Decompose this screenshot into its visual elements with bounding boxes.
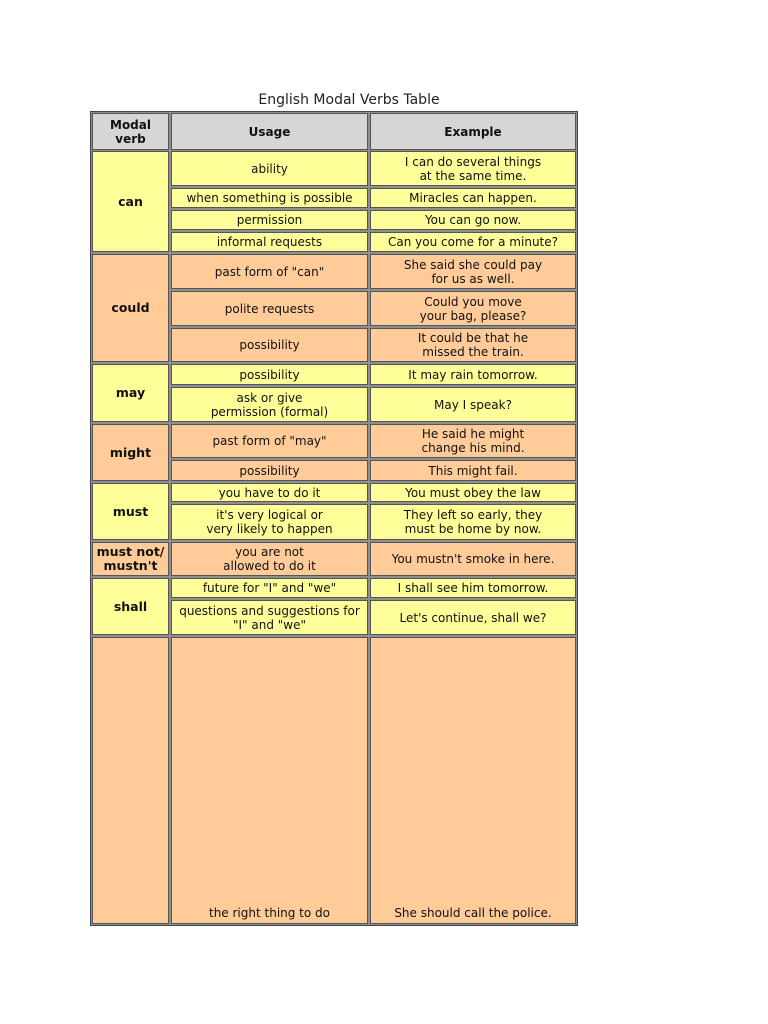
header-usage: Usage (171, 113, 368, 150)
usage-cell: informal requests (171, 232, 368, 252)
usage-cell: questions and suggestions for "I" and "we" (171, 600, 368, 635)
modal-verbs-table (90, 111, 578, 926)
example-cell: You can go now. (370, 210, 576, 230)
example-cell: He said he might change his mind. (370, 424, 576, 458)
example-cell: I can do several things at the same time. (370, 151, 576, 186)
usage-cell: it's very logical or very likely to happen (171, 504, 368, 540)
modal-verb-cell: shall (92, 578, 169, 635)
modal-verb-cell: must not/ mustn't (92, 542, 169, 576)
usage-cell: ask or give permission (formal) (171, 387, 368, 422)
modal-verb-cell: could (92, 254, 169, 362)
header-modal-verb: Modal verb (92, 113, 169, 150)
example-cell: Could you move your bag, please? (370, 291, 576, 326)
example-cell: It may rain tomorrow. (370, 364, 576, 385)
usage-cell: possibility (171, 460, 368, 481)
header-example: Example (370, 113, 576, 150)
usage-cell: you are not allowed to do it (171, 542, 368, 576)
example-cell: She said she could pay for us as well. (370, 254, 576, 289)
usage-cell: possibility (171, 364, 368, 385)
page-title: English Modal Verbs Table (258, 92, 440, 108)
example-cell: They left so early, they must be home by now. (370, 504, 576, 540)
example-cell: Miracles can happen. (370, 188, 576, 208)
usage-cell: past form of "may" (171, 424, 368, 458)
example-cell: Can you come for a minute? (370, 232, 576, 252)
example-cell: You must obey the law (370, 483, 576, 502)
example-cell: I shall see him tomorrow. (370, 578, 576, 598)
modal-verb-cell: might (92, 424, 169, 481)
example-cell: You mustn't smoke in here. (370, 542, 576, 576)
usage-cell: permission (171, 210, 368, 230)
example-cell: It could be that he missed the train. (370, 328, 576, 362)
modal-verb-cell: can (92, 151, 169, 252)
example-cell: May I speak? (370, 387, 576, 422)
modal-verb-cell: must (92, 483, 169, 540)
example-cell: Let's continue, shall we? (370, 600, 576, 635)
usage-cell: when something is possible (171, 188, 368, 208)
example-cell: This might fail. (370, 460, 576, 481)
modal-verb-cell (92, 637, 169, 924)
usage-cell: past form of "can" (171, 254, 368, 289)
usage-cell: possibility (171, 328, 368, 362)
usage-cell: ability (171, 151, 368, 186)
example-cell: She should call the police. (370, 637, 576, 924)
usage-cell: you have to do it (171, 483, 368, 502)
usage-cell: future for "I" and "we" (171, 578, 368, 598)
usage-cell: polite requests (171, 291, 368, 326)
usage-cell: the right thing to do (171, 637, 368, 924)
modal-verb-cell: may (92, 364, 169, 422)
